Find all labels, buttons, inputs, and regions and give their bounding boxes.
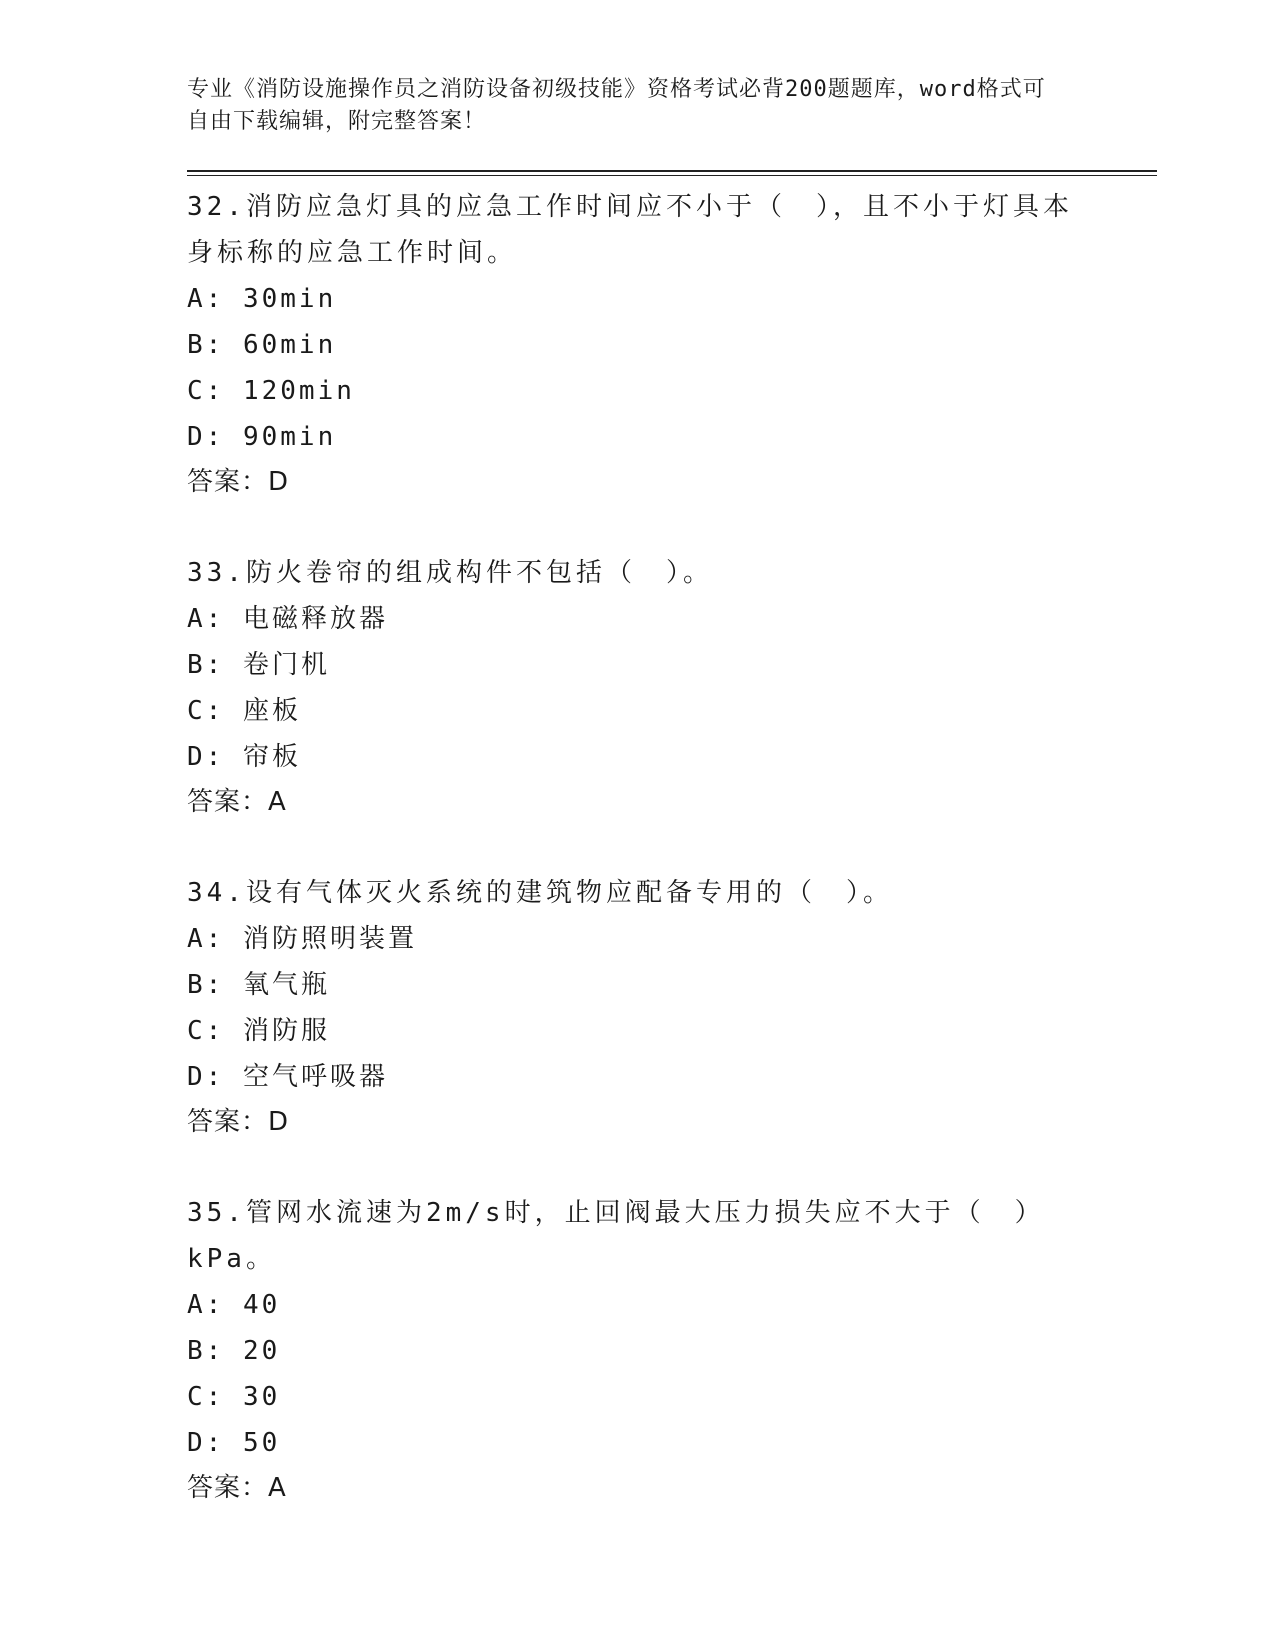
- option-d: D: 空气呼吸器: [187, 1062, 388, 1092]
- option-list: [187, 1282, 1157, 1466]
- option-list: [187, 596, 1157, 780]
- option-c: C: 消防服: [187, 1016, 330, 1046]
- answer-label: 答案：A: [187, 787, 287, 817]
- option-c: C: 30: [187, 1382, 281, 1412]
- option-c: C: 座板: [187, 696, 301, 726]
- option-a: A: 40: [187, 1290, 281, 1320]
- answer-label: 答案：A: [187, 1473, 287, 1503]
- option-b: B: 卷门机: [187, 650, 330, 680]
- question-33: [187, 550, 1157, 824]
- answer-label: 答案：D: [187, 467, 290, 497]
- option-list: [187, 916, 1157, 1100]
- answer-label: 答案：D: [187, 1107, 290, 1137]
- question-stem: 35.管网水流速为2m/s时，止回阀最大压力损失应不大于（ ）kPa。: [187, 1198, 1045, 1274]
- header-divider: [187, 170, 1157, 176]
- question-stem: 34.设有气体灭火系统的建筑物应配备专用的（ ）。: [187, 878, 893, 908]
- question-list: [187, 184, 1157, 1510]
- question-34: [187, 870, 1157, 1144]
- question-35: [187, 1190, 1157, 1510]
- document-page: [187, 74, 1157, 1556]
- option-a: A: 消防照明装置: [187, 924, 417, 954]
- option-list: [187, 276, 1157, 460]
- option-c: C: 120min: [187, 376, 355, 406]
- option-a: A: 30min: [187, 284, 337, 314]
- option-b: B: 20: [187, 1336, 281, 1366]
- question-stem: 32.消防应急灯具的应急工作时间应不小于（ ），且不小于灯具本身标称的应急工作时间。: [187, 192, 1073, 268]
- option-d: D: 50: [187, 1428, 281, 1458]
- option-d: D: 90min: [187, 422, 337, 452]
- option-d: D: 帘板: [187, 742, 301, 772]
- document-intro: 专业《消防设施操作员之消防设备初级技能》资格考试必背200题题库，word格式可自由下载编辑，附完整答案！: [187, 77, 1046, 134]
- question-stem: 33.防火卷帘的组成构件不包括（ ）。: [187, 558, 713, 588]
- question-32: [187, 184, 1157, 504]
- option-b: B: 60min: [187, 330, 337, 360]
- option-a: A: 电磁释放器: [187, 604, 388, 634]
- option-b: B: 氧气瓶: [187, 970, 330, 1000]
